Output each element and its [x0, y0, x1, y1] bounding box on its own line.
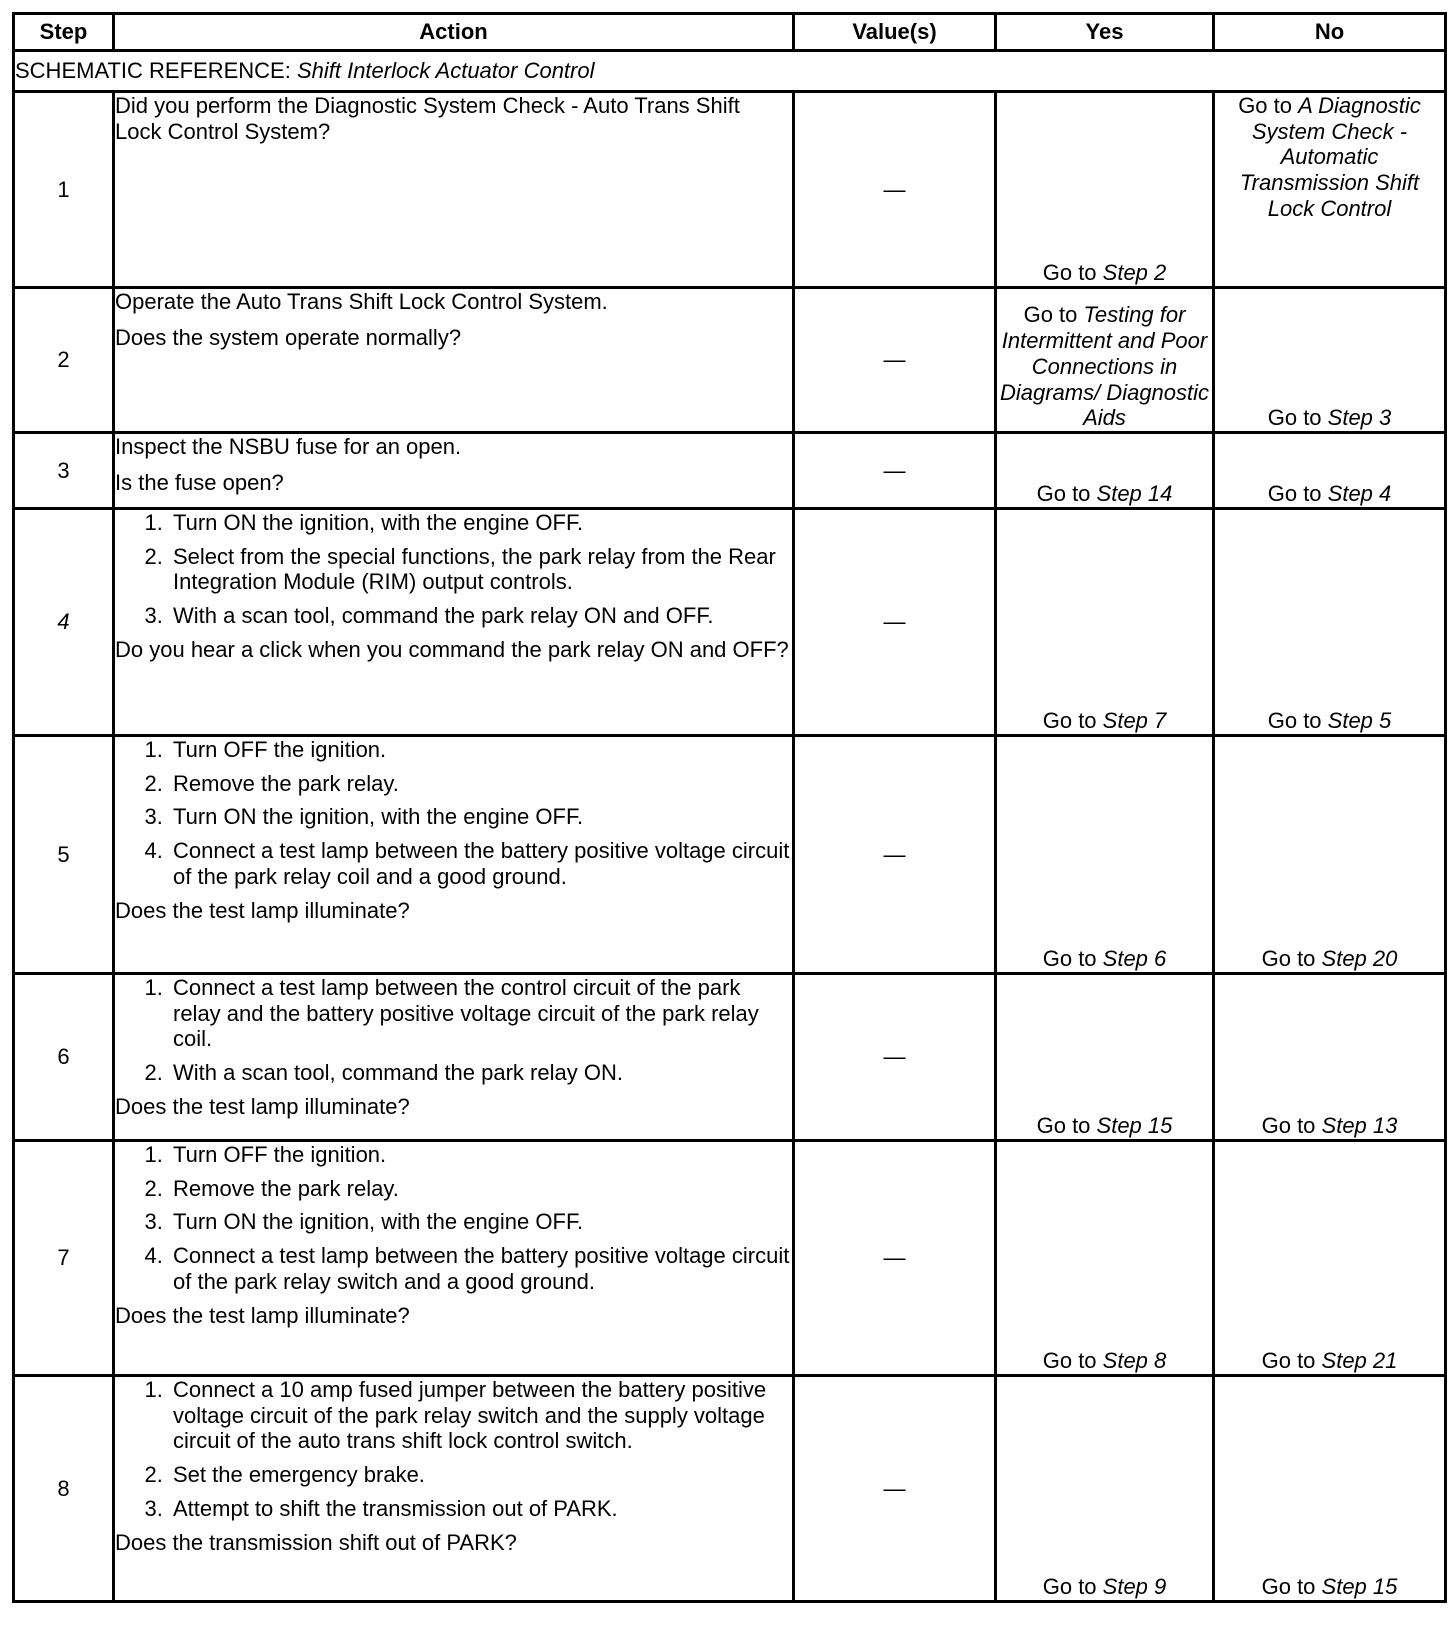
- yes-cell: [996, 974, 1214, 1141]
- action-question: Does the system operate normally?: [115, 324, 462, 350]
- yes-ref: Testing for Intermittent and Poor Connections in Diagrams/ Diagnostic Aids: [999, 302, 1210, 431]
- substep: 4. Connect a test lamp between the battery positive voltage circuit of the park relay switch and a good ground.: [169, 1243, 792, 1294]
- substep-list: [115, 1377, 792, 1522]
- yes-cell: [996, 1376, 1214, 1602]
- table-row: [14, 509, 1446, 736]
- action-cell: [114, 288, 794, 433]
- substep: 1. Turn ON the ignition, with the engine OFF.: [169, 510, 792, 536]
- yes-cell: [996, 288, 1214, 433]
- goto-prefix: Go to: [1042, 946, 1103, 972]
- action-question: Does the test lamp illuminate?: [115, 1093, 410, 1119]
- goto-prefix: Go to: [1036, 1113, 1097, 1139]
- header-row: [14, 14, 1446, 51]
- step-number: 4: [14, 509, 114, 736]
- step-number: 7: [14, 1141, 114, 1376]
- no-cell: [1214, 433, 1446, 509]
- value-cell: —: [794, 736, 996, 974]
- no-ref: A Diagnostic System Check - Automatic Transmission Shift Lock Control: [1239, 93, 1421, 221]
- no-cell: [1214, 974, 1446, 1141]
- table-row: [14, 1141, 1446, 1376]
- action-cell: [114, 92, 794, 288]
- value-cell: —: [794, 974, 996, 1141]
- header-values: Value(s): [794, 14, 996, 51]
- action-text: Did you perform the Diagnostic System Check - Auto Trans Shift Lock Control System?: [115, 93, 740, 144]
- table-row: [14, 288, 1446, 433]
- substep: 2. Remove the park relay.: [169, 1176, 792, 1202]
- step-number: 2: [14, 288, 114, 433]
- substep: 1. Turn OFF the ignition.: [169, 737, 792, 763]
- action-cell: [114, 736, 794, 974]
- table-row: [14, 433, 1446, 509]
- value-cell: —: [794, 288, 996, 433]
- substep: 1. Turn OFF the ignition.: [169, 1142, 792, 1168]
- goto-prefix: Go to: [1267, 481, 1328, 507]
- goto-prefix: Go to: [1036, 481, 1097, 507]
- diagnostic-table: [12, 12, 1447, 1603]
- value-cell: —: [794, 1376, 996, 1602]
- substep-list: [115, 510, 792, 629]
- table-row: [14, 1376, 1446, 1602]
- step-number: 6: [14, 974, 114, 1141]
- no-cell: [1214, 92, 1446, 288]
- no-ref: Step 4: [1327, 481, 1392, 507]
- goto-prefix: Go to: [1238, 93, 1299, 118]
- substep: 4. Connect a test lamp between the battery positive voltage circuit of the park relay coil and a good ground.: [169, 838, 792, 889]
- action-question: Is the fuse open?: [115, 469, 284, 495]
- action-cell: [114, 433, 794, 509]
- no-cell: [1214, 288, 1446, 433]
- goto-prefix: Go to: [1042, 708, 1103, 734]
- yes-cell: [996, 736, 1214, 974]
- step-number: 3: [14, 433, 114, 509]
- value-cell: —: [794, 92, 996, 288]
- substep: 2. Set the emergency brake.: [169, 1462, 792, 1488]
- schematic-label: SCHEMATIC REFERENCE:: [15, 58, 297, 84]
- table-row: [14, 974, 1446, 1141]
- table-row: [14, 736, 1446, 974]
- action-cell: [114, 974, 794, 1141]
- header-no: No: [1214, 14, 1446, 51]
- step-number: 8: [14, 1376, 114, 1602]
- action-text: Inspect the NSBU fuse for an open.: [115, 434, 462, 459]
- value-cell: —: [794, 509, 996, 736]
- substep: 2. Remove the park relay.: [169, 771, 792, 797]
- value-cell: —: [794, 1141, 996, 1376]
- yes-cell: [996, 433, 1214, 509]
- header-step: Step: [14, 14, 114, 51]
- substep: 3. Attempt to shift the transmission out of PARK.: [169, 1496, 792, 1522]
- action-question: Do you hear a click when you command the park relay ON and OFF?: [115, 636, 789, 662]
- yes-ref: Step 9: [1102, 1574, 1167, 1600]
- action-question: Does the transmission shift out of PARK?: [115, 1529, 517, 1555]
- yes-ref: Step 7: [1102, 708, 1167, 734]
- action-text: Operate the Auto Trans Shift Lock Control System.: [115, 289, 608, 314]
- no-ref: Step 21: [1321, 1348, 1398, 1374]
- goto-prefix: Go to: [1261, 1574, 1322, 1600]
- yes-ref: Step 6: [1102, 946, 1167, 972]
- goto-prefix: Go to: [1267, 405, 1328, 431]
- action-question: Does the test lamp illuminate?: [115, 1302, 410, 1328]
- step-number: 5: [14, 736, 114, 974]
- goto-prefix: Go to: [1261, 946, 1322, 972]
- schematic-reference: [14, 51, 1446, 92]
- yes-ref: Step 15: [1096, 1113, 1173, 1139]
- goto-prefix: Go to: [1267, 708, 1328, 734]
- substep-list: [115, 1142, 792, 1295]
- substep: 1. Connect a test lamp between the control circuit of the park relay and the battery positive voltage circuit of the park relay coil.: [169, 975, 792, 1052]
- no-ref: Step 5: [1327, 708, 1392, 734]
- no-cell: [1214, 509, 1446, 736]
- yes-ref: Step 2: [1102, 260, 1167, 286]
- yes-ref: Step 14: [1096, 481, 1173, 507]
- yes-ref: Step 8: [1102, 1348, 1167, 1374]
- no-ref: Step 3: [1327, 405, 1392, 431]
- substep-list: [115, 975, 792, 1086]
- yes-cell: [996, 92, 1214, 288]
- step-number: 1: [14, 92, 114, 288]
- substep-list: [115, 737, 792, 890]
- no-ref: Step 15: [1321, 1574, 1398, 1600]
- action-cell: [114, 509, 794, 736]
- yes-cell: [996, 1141, 1214, 1376]
- substep: 2. Select from the special functions, the park relay from the Rear Integration Module (RIM) output controls.: [169, 544, 792, 595]
- goto-prefix: Go to: [1261, 1113, 1322, 1139]
- goto-prefix: Go to: [1261, 1348, 1322, 1374]
- substep: 3. Turn ON the ignition, with the engine OFF.: [169, 804, 792, 830]
- goto-prefix: Go to: [1042, 1348, 1103, 1374]
- no-cell: [1214, 736, 1446, 974]
- no-cell: [1214, 1141, 1446, 1376]
- action-cell: [114, 1141, 794, 1376]
- goto-prefix: Go to: [1023, 302, 1084, 328]
- no-ref: Step 13: [1321, 1113, 1398, 1139]
- value-cell: —: [794, 433, 996, 509]
- header-yes: Yes: [996, 14, 1214, 51]
- no-ref: Step 20: [1321, 946, 1398, 972]
- no-cell: [1214, 1376, 1446, 1602]
- schematic-ref: Shift Interlock Actuator Control: [296, 58, 595, 84]
- schematic-row: [14, 51, 1446, 92]
- substep: 1. Connect a 10 amp fused jumper between the battery positive voltage circuit of the park relay switch and the supply voltage circuit of the auto trans shift lock control switch.: [169, 1377, 792, 1454]
- header-action: Action: [114, 14, 794, 51]
- action-cell: [114, 1376, 794, 1602]
- substep: 3. Turn ON the ignition, with the engine OFF.: [169, 1209, 792, 1235]
- goto-prefix: Go to: [1042, 1574, 1103, 1600]
- yes-cell: [996, 509, 1214, 736]
- substep: 3. With a scan tool, command the park relay ON and OFF.: [169, 603, 792, 629]
- goto-prefix: Go to: [1042, 260, 1103, 286]
- substep: 2. With a scan tool, command the park relay ON.: [169, 1060, 792, 1086]
- action-question: Does the test lamp illuminate?: [115, 897, 410, 923]
- table-row: [14, 92, 1446, 288]
